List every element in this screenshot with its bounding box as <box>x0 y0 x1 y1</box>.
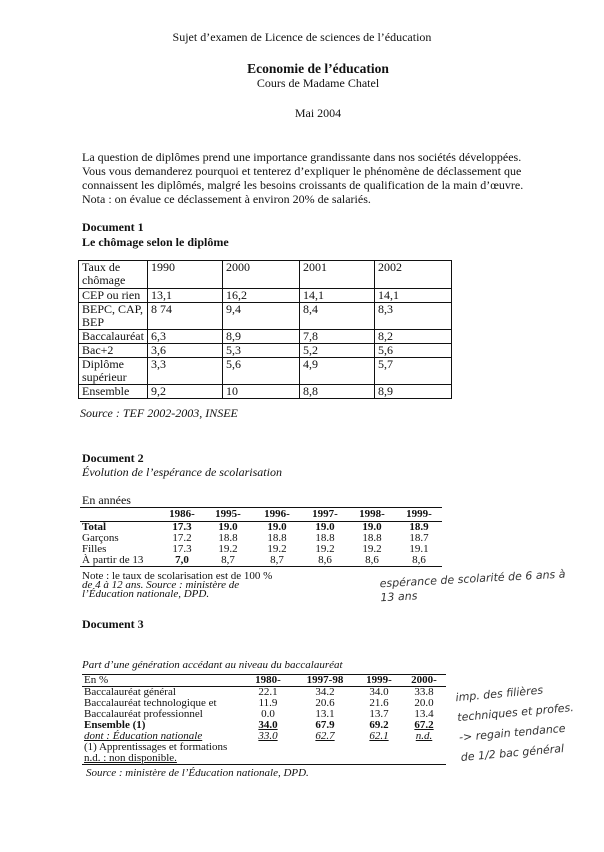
table-cell: 8,7 <box>270 553 284 566</box>
table-row <box>79 358 452 385</box>
handwritten-line: -> regain tendance <box>458 721 567 745</box>
table-cell: 8,6 <box>365 553 379 566</box>
column-header: 1998- <box>359 507 385 520</box>
table-cell: 33.0 <box>258 730 278 742</box>
column-header: 1996- <box>264 507 290 520</box>
exam-subject: Sujet d’examen de Licence de sciences de l’éducation <box>172 30 432 44</box>
doc2-unit: En années <box>82 493 131 507</box>
column-header <box>80 508 160 521</box>
row-label: CEP ou rien <box>79 289 148 303</box>
table-cell: 3,6 <box>147 344 222 358</box>
table-row <box>79 385 452 399</box>
row-label: dont : Éducation nationale <box>84 730 203 742</box>
doc2-label: Document 2 <box>82 451 144 465</box>
table-row <box>79 330 452 344</box>
table-cell: 8,4 <box>299 303 374 330</box>
table-cell: 7,8 <box>299 330 374 344</box>
row-label: Filles <box>82 542 107 555</box>
table-cell: 5,2 <box>299 344 374 358</box>
table-cell: 11.9 <box>258 697 278 709</box>
table-row <box>79 289 452 303</box>
table-cell: 19.0 <box>218 520 238 533</box>
table-cell: 5,6 <box>375 344 452 358</box>
table-cell: 8,6 <box>318 553 332 566</box>
table-cell: 3,3 <box>147 358 222 385</box>
intro-line: connaissent les diplômés, malgré les besoins croissants de qualification de la main d’œuvre. <box>82 178 524 192</box>
table-cell: 22.1 <box>258 686 278 698</box>
doc1-label: Document 1 <box>82 220 144 234</box>
handwritten-note: espérance de scolarité de 6 ans à 13 ans <box>379 567 566 605</box>
table-cell: 13.4 <box>414 708 434 720</box>
baccalaureat-table <box>82 674 446 765</box>
table-cell: 19.2 <box>362 542 382 555</box>
table-cell: 62.7 <box>315 730 335 742</box>
intro-line: La question de diplômes prend une importance grandissante dans nos sociétés développées. <box>82 150 522 164</box>
note-line: Note : le taux de scolarisation est de 100 % <box>82 570 273 582</box>
intro-line: Nota : on évalue ce déclassement à environ 20% de salariés. <box>82 192 371 206</box>
table-row <box>80 544 442 555</box>
table-cell: 33.8 <box>414 686 434 698</box>
column-header: 2000- <box>411 674 437 686</box>
row-label: Ensemble (1) <box>84 719 146 731</box>
column-header: En % <box>84 674 109 686</box>
table-cell: 17.3 <box>172 542 192 555</box>
table-cell: 17.2 <box>172 531 192 544</box>
table-cell: 8,9 <box>223 330 300 344</box>
handwritten-line: de 1/2 bac général <box>460 741 565 764</box>
table-cell: 13.7 <box>369 708 389 720</box>
table-cell: 8,3 <box>375 303 452 330</box>
table-cell: 0.0 <box>261 708 275 720</box>
table-cell: 6,3 <box>147 330 222 344</box>
handwritten-margin-note <box>455 676 601 768</box>
column-header: 2002 <box>375 261 452 289</box>
column-header: 1997- <box>312 507 338 520</box>
row-label: Baccalauréat général <box>84 686 176 698</box>
table-cell: 18.8 <box>218 531 238 544</box>
column-header: 1980- <box>255 674 281 686</box>
doc2-title: Évolution de l’espérance de scolarisation <box>82 465 282 479</box>
column-header: 1999- <box>406 507 432 520</box>
table-cell: 5,3 <box>223 344 300 358</box>
table-cell: 20.6 <box>315 697 335 709</box>
table-cell: 13,1 <box>147 289 222 303</box>
table-cell: 67.9 <box>315 719 335 731</box>
table-header-row <box>80 508 442 521</box>
column-header: 1997-98 <box>306 674 344 686</box>
exam-date: Mai 2004 <box>294 106 342 120</box>
row-label: Garçons <box>82 531 119 544</box>
table-cell: 4,9 <box>299 358 374 385</box>
table-cell: 8,7 <box>221 553 235 566</box>
table-row <box>79 303 452 330</box>
table-cell: 18.8 <box>315 531 335 544</box>
column-header: 2001 <box>299 261 374 289</box>
note-line: l’Éducation nationale, DPD. <box>82 588 210 600</box>
table-cell: 8 74 <box>147 303 222 330</box>
row-label: Baccalauréat <box>79 330 148 344</box>
table-cell: 19.0 <box>267 520 287 533</box>
row-label: Baccalauréat professionnel <box>84 708 203 720</box>
intro-line: Vous vous demanderez pourquoi et tenterez d’expliquer le phénomène de déclassement que <box>82 164 522 178</box>
table-row <box>80 533 442 544</box>
row-label: À partir de 13 <box>82 553 144 566</box>
table-cell: 18.7 <box>409 531 429 544</box>
unemployment-table <box>78 260 452 399</box>
doc3-title: Part d’une génération accédant au niveau du baccalauréat <box>82 659 343 671</box>
table-cell: 19.0 <box>315 520 335 533</box>
table-cell: 18.8 <box>267 531 287 544</box>
note-line: de 4 à 12 ans. Source : ministère de <box>82 579 240 591</box>
table-cell: 9,2 <box>147 385 222 399</box>
table-cell: 13.1 <box>315 708 335 720</box>
doc1-title: Le chômage selon le diplôme <box>82 235 229 249</box>
table-cell: 10 <box>223 385 300 399</box>
table-cell: 21.6 <box>369 697 389 709</box>
table-cell: 19.2 <box>267 542 287 555</box>
doc3-source: Source : ministère de l’Éducation nationale, DPD. <box>86 767 309 779</box>
table-row <box>82 753 446 765</box>
table-cell: 19.2 <box>315 542 335 555</box>
table-cell: 34.0 <box>369 686 389 698</box>
column-header: 1986- <box>169 507 195 520</box>
table-cell: 8,8 <box>299 385 374 399</box>
table-cell: 14,1 <box>375 289 452 303</box>
row-label: Total <box>82 520 107 533</box>
table-row <box>79 344 452 358</box>
table-cell: 7,0 <box>175 553 189 566</box>
page-title: Economie de l’éducation <box>247 61 389 76</box>
column-header: 1999- <box>366 674 392 686</box>
table-cell: 18.8 <box>362 531 382 544</box>
row-label: Baccalauréat technologique et <box>84 697 217 709</box>
column-header: 2000 <box>223 261 300 289</box>
column-header: 1995- <box>215 507 241 520</box>
footnote: n.d. : non disponible. <box>84 752 177 764</box>
table-cell: 8,6 <box>412 553 426 566</box>
row-label: BEPC, CAP, BEP <box>79 303 148 330</box>
row-label: Ensemble <box>79 385 148 399</box>
doc2-note <box>82 572 272 599</box>
table-row <box>80 555 442 567</box>
table-cell: 19.0 <box>362 520 382 533</box>
table-cell: n.d. <box>415 730 433 742</box>
table-cell: 8,2 <box>375 330 452 344</box>
table-cell: 20.0 <box>414 697 434 709</box>
row-label: Bac+2 <box>79 344 148 358</box>
table-cell: 5,7 <box>375 358 452 385</box>
table-cell: 5,6 <box>223 358 300 385</box>
schooling-table <box>80 508 442 567</box>
table-cell: 19.1 <box>409 542 429 555</box>
table-cell: 34.0 <box>258 719 278 731</box>
table-cell: 19.2 <box>218 542 238 555</box>
column-header: 1990 <box>147 261 222 289</box>
table-row <box>80 521 442 533</box>
table-header-row <box>79 261 452 289</box>
footnote: (1) Apprentissages et formations <box>84 741 228 753</box>
table-cell: 67.2 <box>414 719 434 731</box>
intro-paragraph <box>82 150 552 206</box>
table-cell: 9,4 <box>223 303 300 330</box>
handwritten-line: imp. des filières <box>455 683 544 705</box>
doc3-label: Document 3 <box>82 617 144 631</box>
table-cell: 14,1 <box>299 289 374 303</box>
table-cell: 69.2 <box>369 719 389 731</box>
row-label: Diplôme supérieur <box>79 358 148 385</box>
table-header-row <box>82 675 446 687</box>
table-cell: 16,2 <box>223 289 300 303</box>
table-cell: 18.9 <box>409 520 429 533</box>
table-cell: 17.3 <box>172 520 192 533</box>
table-cell: 62.1 <box>369 730 389 742</box>
table-cell: 34.2 <box>315 686 335 698</box>
doc1-source: Source : TEF 2002-2003, INSEE <box>80 406 238 420</box>
handwritten-line: techniques et profes. <box>456 700 575 725</box>
table-cell: 8,9 <box>375 385 452 399</box>
course-name: Cours de Madame Chatel <box>256 76 380 90</box>
column-header: Taux de chômage <box>79 261 148 289</box>
